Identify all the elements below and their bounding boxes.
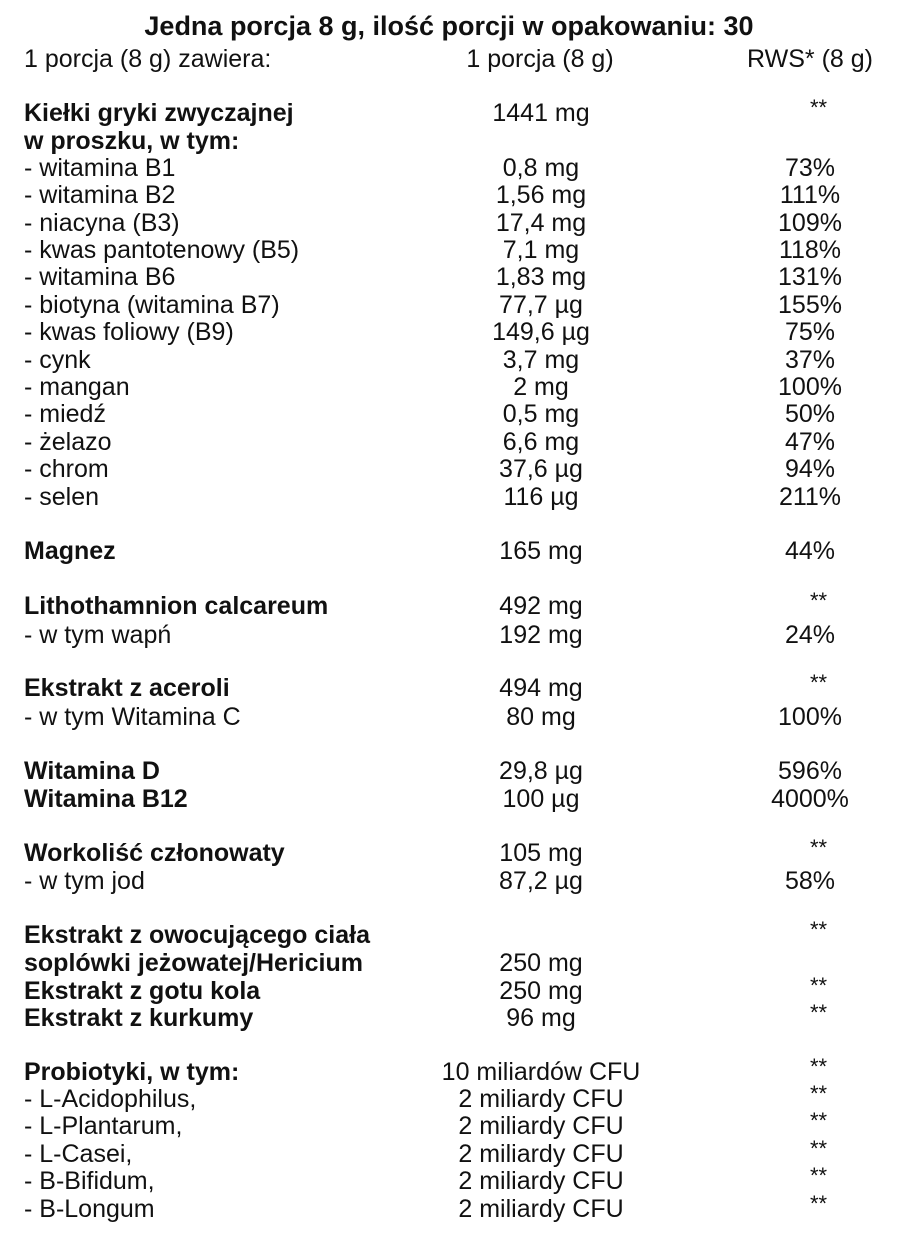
ingredient-name: Lithothamnion calcareum	[24, 592, 329, 620]
rws-value: 211%	[778, 483, 842, 511]
ingredient-name: Kiełki gryki zwyczajnej	[24, 99, 294, 127]
table-row	[0, 180, 898, 210]
amount-value: 2 miliardy CFU	[458, 1140, 624, 1168]
table-row	[0, 290, 898, 320]
table-row	[0, 345, 898, 375]
rws-value: **	[810, 1108, 828, 1133]
rws-value: **	[810, 95, 828, 120]
amount-value: 250 mg	[499, 949, 583, 977]
amount-value: 2 miliardy CFU	[458, 1085, 624, 1113]
header-column-ingredient: 1 porcja (8 g) zawiera:	[24, 45, 272, 73]
rws-value: 47%	[784, 428, 836, 456]
table-row	[0, 702, 898, 732]
amount-value: 87,2 µg	[499, 867, 583, 895]
table-row	[0, 126, 898, 156]
amount-value: 29,8 µg	[499, 757, 583, 785]
ingredient-name: Ekstrakt z kurkumy	[24, 1004, 254, 1032]
table-row	[0, 784, 898, 814]
table-row	[0, 317, 898, 347]
table-row	[0, 399, 898, 429]
amount-value: 17,4 mg	[495, 209, 587, 237]
amount-value: 1,56 mg	[495, 181, 587, 209]
ingredient-name: Ekstrakt z owocującego ciała	[24, 921, 370, 949]
ingredient-name: Witamina B12	[24, 785, 188, 813]
rws-value: 58%	[784, 867, 836, 895]
table-row	[0, 1108, 898, 1141]
amount-value: 250 mg	[499, 977, 583, 1005]
table-row	[0, 973, 898, 1006]
rws-value: **	[810, 835, 828, 860]
ingredient-name: - kwas foliowy (B9)	[24, 318, 234, 346]
ingredient-name: - kwas pantotenowy (B5)	[24, 236, 300, 264]
ingredient-name: - miedź	[24, 400, 106, 428]
table-row	[0, 153, 898, 183]
table-row	[0, 262, 898, 292]
rws-value: **	[810, 588, 828, 613]
rws-value: 111%	[779, 181, 841, 209]
ingredient-name: - chrom	[24, 455, 109, 483]
rws-value: 4000%	[771, 785, 849, 813]
table-row	[0, 482, 898, 512]
amount-value: 165 mg	[499, 537, 583, 565]
amount-value: 2 miliardy CFU	[458, 1167, 624, 1195]
rws-value: **	[810, 1054, 828, 1079]
amount-value: 0,5 mg	[502, 400, 580, 428]
rws-value: 50%	[784, 400, 836, 428]
page-title: Jedna porcja 8 g, ilość porcji w opakowaniu: 30	[144, 11, 754, 41]
amount-value: 494 mg	[499, 674, 583, 702]
ingredient-name: - witamina B6	[24, 263, 176, 291]
ingredient-name: - L-Plantarum,	[24, 1112, 183, 1140]
rws-value: **	[810, 670, 828, 695]
amount-value: 2 miliardy CFU	[458, 1195, 624, 1223]
ingredient-name: Ekstrakt z aceroli	[24, 674, 230, 702]
rws-value: 73%	[784, 154, 836, 182]
ingredient-name: soplówki jeżowatej/Hericium	[24, 949, 363, 977]
table-row	[0, 208, 898, 238]
table-row	[0, 235, 898, 265]
amount-value: 37,6 µg	[499, 455, 583, 483]
table-row	[0, 427, 898, 457]
ingredient-name: - B-Longum	[24, 1195, 155, 1223]
amount-value: 2 mg	[513, 373, 569, 401]
rws-value: **	[810, 1191, 828, 1216]
table-row	[0, 1163, 898, 1196]
rws-value: 109%	[778, 209, 842, 237]
amount-value: 96 mg	[506, 1004, 576, 1032]
amount-value: 105 mg	[499, 839, 583, 867]
table-row	[0, 620, 898, 650]
header-column-rws: RWS* (8 g)	[747, 45, 873, 73]
amount-value: 3,7 mg	[502, 346, 580, 374]
rws-value: 37%	[784, 346, 836, 374]
table-row	[0, 1081, 898, 1114]
ingredient-name: Witamina D	[24, 757, 160, 785]
ingredient-name: - L-Casei,	[24, 1140, 133, 1168]
ingredient-name: - witamina B1	[24, 154, 176, 182]
table-row	[0, 1191, 898, 1224]
rws-value: 155%	[778, 291, 842, 319]
table-row	[0, 948, 898, 978]
ingredient-name: - B-Bifidum,	[24, 1167, 155, 1195]
amount-value: 2 miliardy CFU	[458, 1112, 624, 1140]
rws-value: 44%	[784, 537, 836, 565]
table-row	[0, 1000, 898, 1033]
rws-value: 118%	[778, 236, 842, 264]
table-row	[0, 866, 898, 896]
rws-value: **	[810, 1163, 828, 1188]
amount-value: 77,7 µg	[499, 291, 583, 319]
ingredient-name: - cynk	[24, 346, 91, 374]
ingredient-name: - selen	[24, 483, 100, 511]
table-row	[0, 1054, 898, 1087]
table-row	[0, 372, 898, 402]
amount-value: 492 mg	[499, 592, 583, 620]
ingredient-name: - witamina B2	[24, 181, 176, 209]
ingredient-name: Ekstrakt z gotu kola	[24, 977, 261, 1005]
amount-value: 192 mg	[499, 621, 583, 649]
ingredient-name: w proszku, w tym:	[24, 127, 240, 155]
rws-value: **	[810, 1136, 828, 1161]
rws-value: 100%	[778, 373, 842, 401]
table-row	[0, 756, 898, 786]
table-row	[0, 835, 898, 868]
table-header	[0, 44, 898, 74]
table-row	[0, 536, 898, 566]
table-row	[0, 588, 898, 621]
amount-value: 10 miliardów CFU	[441, 1058, 641, 1086]
ingredient-name: - biotyna (witamina B7)	[24, 291, 280, 319]
ingredient-name: - w tym wapń	[24, 621, 172, 649]
table-row	[0, 670, 898, 703]
amount-value: 1,83 mg	[495, 263, 587, 291]
rws-value: 131%	[778, 263, 842, 291]
amount-value: 149,6 µg	[492, 318, 590, 346]
amount-value: 100 µg	[502, 785, 580, 813]
header-column-amount: 1 porcja (8 g)	[466, 45, 614, 73]
amount-value: 0,8 mg	[502, 154, 580, 182]
rws-value: 100%	[778, 703, 842, 731]
rws-value: 75%	[784, 318, 836, 346]
rws-value: 94%	[784, 455, 836, 483]
table-row	[0, 1136, 898, 1169]
ingredient-name: - niacyna (B3)	[24, 209, 180, 237]
table-row	[0, 454, 898, 484]
rws-value: **	[810, 1000, 828, 1025]
ingredient-name: - w tym jod	[24, 867, 145, 895]
ingredient-name: Probiotyki, w tym:	[24, 1058, 240, 1086]
table-row	[0, 917, 898, 950]
rws-value: **	[810, 917, 828, 942]
rws-value: 24%	[784, 621, 836, 649]
amount-value: 80 mg	[506, 703, 576, 731]
rws-value: **	[810, 973, 828, 998]
amount-value: 7,1 mg	[502, 236, 580, 264]
ingredient-name: Magnez	[24, 537, 116, 565]
ingredient-name: - mangan	[24, 373, 130, 401]
table-row	[0, 95, 898, 128]
amount-value: 6,6 mg	[502, 428, 580, 456]
amount-value: 116 µg	[503, 483, 579, 511]
ingredient-name: Workoliść członowaty	[24, 839, 285, 867]
ingredient-name: - żelazo	[24, 428, 112, 456]
rws-value: **	[810, 1081, 828, 1106]
rws-value: 596%	[778, 757, 842, 785]
ingredient-name: - w tym Witamina C	[24, 703, 241, 731]
ingredient-name: - L-Acidophilus,	[24, 1085, 197, 1113]
amount-value: 1441 mg	[492, 99, 590, 127]
